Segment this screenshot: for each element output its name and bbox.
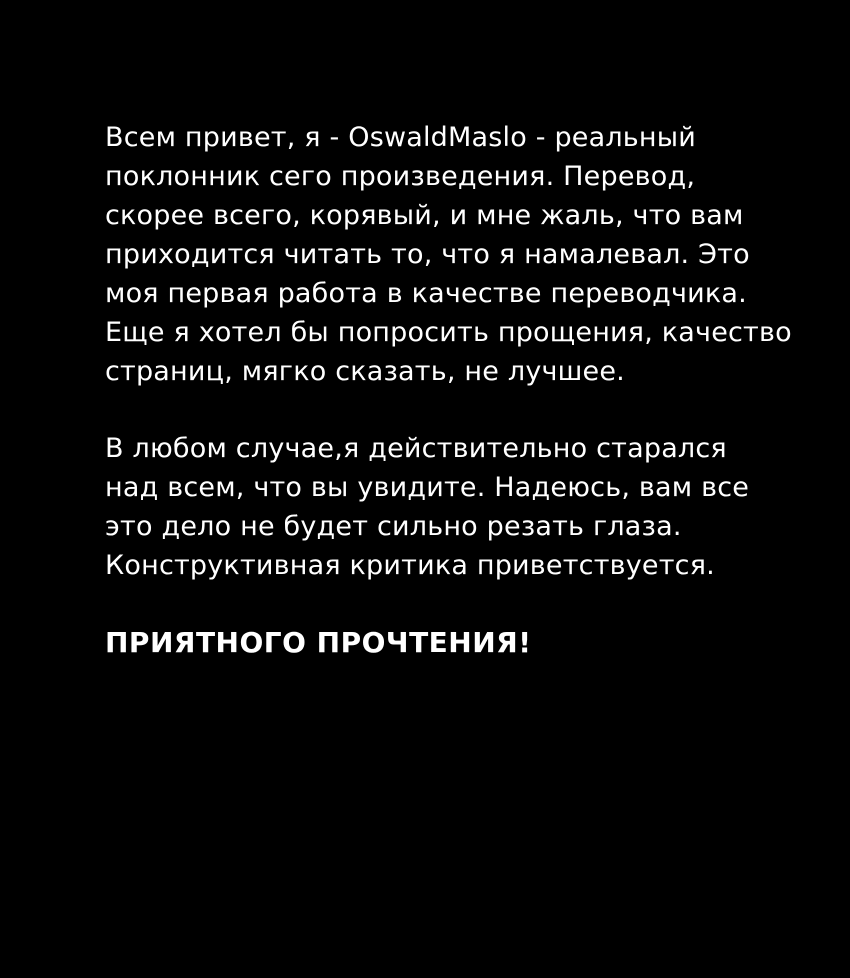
note-text-line: приходится читать то, что я намалевал. Это bbox=[105, 239, 750, 270]
translator-note-paragraph-1 bbox=[105, 118, 792, 391]
note-text-line: В любом случае,я действительно старался bbox=[105, 433, 727, 464]
note-text-line: моя первая работа в качестве переводчика. bbox=[105, 278, 747, 309]
note-text-line: страниц, мягко сказать, не лучшее. bbox=[105, 356, 625, 387]
note-text-line: над всем, что вы увидите. Надеюсь, вам все bbox=[105, 472, 750, 503]
note-text-line: Еще я хотел бы попросить прощения, качество bbox=[105, 317, 792, 348]
translator-note bbox=[105, 118, 792, 663]
note-text-line: Конструктивная критика приветствуется. bbox=[105, 550, 715, 581]
note-text-line: Всем привет, я - OswaldMaslo - реальный bbox=[105, 122, 697, 153]
translator-note-paragraph-2 bbox=[105, 429, 785, 585]
note-text-line: это дело не будет сильно резать глаза. bbox=[105, 511, 682, 542]
note-text-line: поклонник сего произведения. Перевод, bbox=[105, 161, 696, 192]
note-text-line: скорее всего, корявый, и мне жаль, что вам bbox=[105, 200, 744, 231]
closing-message: ПРИЯТНОГО ПРОЧТЕНИЯ! bbox=[105, 626, 532, 659]
